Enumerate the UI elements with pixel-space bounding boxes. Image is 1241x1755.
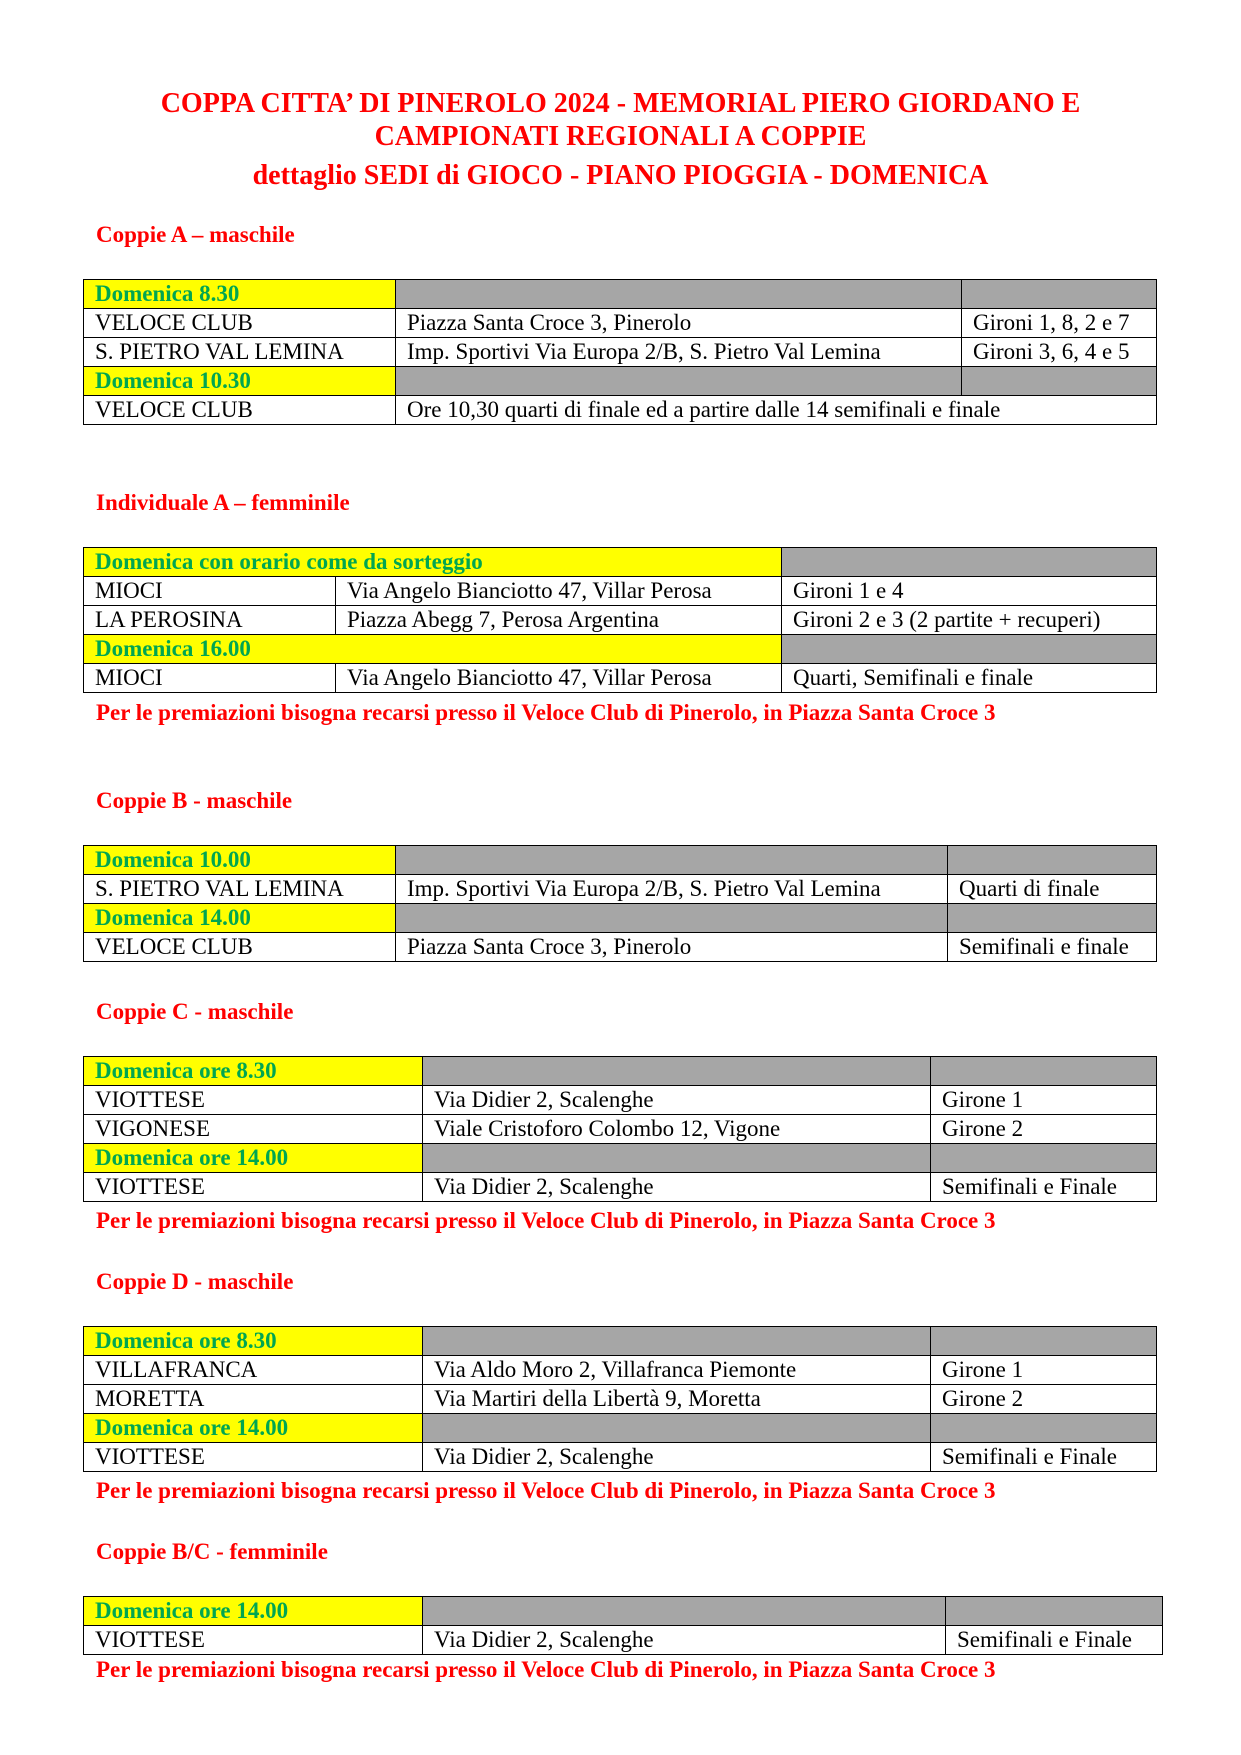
detail-cell: Gironi 3, 6, 4 e 5 bbox=[962, 338, 1157, 367]
time-cell: Domenica 14.00 bbox=[84, 904, 396, 933]
table-row bbox=[84, 577, 1157, 606]
detail-cell: Girone 2 bbox=[931, 1385, 1157, 1414]
time-row bbox=[84, 904, 1157, 933]
time-row bbox=[84, 1327, 1157, 1356]
section-title: Coppie B/C - femminile bbox=[96, 1539, 328, 1564]
club-cell: MORETTA bbox=[84, 1385, 423, 1414]
schedule-table bbox=[83, 845, 1157, 962]
doc-title-line-2: CAMPIONATI REGIONALI A COPPIE bbox=[374, 121, 867, 152]
gray-header-cell bbox=[782, 635, 1157, 664]
address-cell: Via Didier 2, Scalenghe bbox=[423, 1443, 931, 1472]
table-row bbox=[84, 606, 1157, 635]
table-row bbox=[84, 338, 1157, 367]
gray-header-cell bbox=[396, 846, 948, 875]
table-row bbox=[84, 1385, 1157, 1414]
gray-header-cell bbox=[948, 904, 1157, 933]
gray-header-cell bbox=[931, 1144, 1157, 1173]
club-cell: S. PIETRO VAL LEMINA bbox=[84, 875, 396, 904]
detail-cell: Semifinali e finale bbox=[948, 933, 1157, 962]
gray-header-cell bbox=[396, 280, 962, 309]
schedule-table bbox=[83, 547, 1157, 693]
club-cell: S. PIETRO VAL LEMINA bbox=[84, 338, 396, 367]
address-cell: Via Didier 2, Scalenghe bbox=[423, 1173, 931, 1202]
club-cell: MIOCI bbox=[84, 664, 336, 693]
time-row bbox=[84, 280, 1157, 309]
club-cell: VILLAFRANCA bbox=[84, 1356, 423, 1385]
club-cell: VIGONESE bbox=[84, 1115, 423, 1144]
time-row bbox=[84, 1057, 1157, 1086]
time-cell: Domenica ore 8.30 bbox=[84, 1057, 423, 1086]
detail-cell: Quarti di finale bbox=[948, 875, 1157, 904]
gray-header-cell bbox=[931, 1327, 1157, 1356]
address-cell: Piazza Santa Croce 3, Pinerolo bbox=[396, 933, 948, 962]
address-cell: Viale Cristoforo Colombo 12, Vigone bbox=[423, 1115, 931, 1144]
time-row bbox=[84, 635, 1157, 664]
time-row bbox=[84, 1414, 1157, 1443]
schedule-table bbox=[83, 1326, 1157, 1472]
address-cell: Via Didier 2, Scalenghe bbox=[423, 1626, 946, 1655]
doc-subtitle: dettaglio SEDI di GIOCO - PIANO PIOGGIA - DOMENICA bbox=[252, 160, 989, 191]
table-row bbox=[84, 1356, 1157, 1385]
gray-header-cell bbox=[423, 1597, 946, 1626]
address-cell: Ore 10,30 quarti di finale ed a partire dalle 14 semifinali e finale bbox=[396, 396, 1157, 425]
table-row bbox=[84, 933, 1157, 962]
table-row bbox=[84, 664, 1157, 693]
detail-cell: Gironi 1, 8, 2 e 7 bbox=[962, 309, 1157, 338]
section-title: Coppie B - maschile bbox=[96, 788, 293, 813]
table-row bbox=[84, 396, 1157, 425]
address-cell: Via Martiri della Libertà 9, Moretta bbox=[423, 1385, 931, 1414]
club-cell: VIOTTESE bbox=[84, 1626, 423, 1655]
doc-title-line-1: COPPA CITTA’ DI PINEROLO 2024 - MEMORIAL PIERO GIORDANO E bbox=[160, 88, 1081, 119]
section-title: Coppie A – maschile bbox=[96, 222, 295, 247]
detail-cell: Girone 1 bbox=[931, 1086, 1157, 1115]
gray-header-cell bbox=[931, 1414, 1157, 1443]
table-row bbox=[84, 1115, 1157, 1144]
address-cell: Piazza Abegg 7, Perosa Argentina bbox=[336, 606, 782, 635]
time-cell: Domenica ore 14.00 bbox=[84, 1414, 423, 1443]
time-row bbox=[84, 1597, 1163, 1626]
time-cell: Domenica ore 8.30 bbox=[84, 1327, 423, 1356]
club-cell: VIOTTESE bbox=[84, 1086, 423, 1115]
award-note: Per le premiazioni bisogna recarsi presso il Veloce Club di Pinerolo, in Piazza Santa Croce 3 bbox=[96, 1208, 996, 1233]
detail-cell: Semifinali e Finale bbox=[931, 1173, 1157, 1202]
gray-header-cell bbox=[423, 1057, 931, 1086]
time-row bbox=[84, 1144, 1157, 1173]
gray-header-cell bbox=[396, 904, 948, 933]
detail-cell: Girone 1 bbox=[931, 1356, 1157, 1385]
gray-header-cell bbox=[946, 1597, 1163, 1626]
detail-cell: Gironi 2 e 3 (2 partite + recuperi) bbox=[782, 606, 1157, 635]
schedule-table bbox=[83, 279, 1157, 425]
detail-cell: Quarti, Semifinali e finale bbox=[782, 664, 1157, 693]
address-cell: Imp. Sportivi Via Europa 2/B, S. Pietro Val Lemina bbox=[396, 338, 962, 367]
address-cell: Imp. Sportivi Via Europa 2/B, S. Pietro Val Lemina bbox=[396, 875, 948, 904]
club-cell: VELOCE CLUB bbox=[84, 309, 396, 338]
gray-header-cell bbox=[423, 1414, 931, 1443]
time-cell: Domenica 8.30 bbox=[84, 280, 396, 309]
club-cell: VIOTTESE bbox=[84, 1443, 423, 1472]
club-cell: VELOCE CLUB bbox=[84, 933, 396, 962]
schedule-table bbox=[83, 1056, 1157, 1202]
table-row bbox=[84, 1443, 1157, 1472]
award-note: Per le premiazioni bisogna recarsi presso il Veloce Club di Pinerolo, in Piazza Santa Croce 3 bbox=[96, 700, 996, 725]
time-row bbox=[84, 367, 1157, 396]
gray-header-cell bbox=[948, 846, 1157, 875]
gray-header-cell bbox=[962, 367, 1157, 396]
gray-header-cell bbox=[423, 1144, 931, 1173]
section-title: Individuale A – femminile bbox=[96, 490, 350, 515]
address-cell: Via Didier 2, Scalenghe bbox=[423, 1086, 931, 1115]
table-row bbox=[84, 1626, 1163, 1655]
award-note: Per le premiazioni bisogna recarsi presso il Veloce Club di Pinerolo, in Piazza Santa Croce 3 bbox=[96, 1478, 996, 1503]
club-cell: VELOCE CLUB bbox=[84, 396, 396, 425]
time-cell: Domenica con orario come da sorteggio bbox=[84, 548, 782, 577]
time-cell: Domenica 10.00 bbox=[84, 846, 396, 875]
schedule-table bbox=[83, 1596, 1163, 1655]
table-row bbox=[84, 875, 1157, 904]
address-cell: Piazza Santa Croce 3, Pinerolo bbox=[396, 309, 962, 338]
gray-header-cell bbox=[782, 548, 1157, 577]
award-note: Per le premiazioni bisogna recarsi presso il Veloce Club di Pinerolo, in Piazza Santa Croce 3 bbox=[96, 1657, 996, 1682]
table-row bbox=[84, 309, 1157, 338]
detail-cell: Gironi 1 e 4 bbox=[782, 577, 1157, 606]
address-cell: Via Angelo Bianciotto 47, Villar Perosa bbox=[336, 664, 782, 693]
table-row bbox=[84, 1173, 1157, 1202]
time-row bbox=[84, 846, 1157, 875]
time-cell: Domenica ore 14.00 bbox=[84, 1597, 423, 1626]
gray-header-cell bbox=[423, 1327, 931, 1356]
club-cell: LA PEROSINA bbox=[84, 606, 336, 635]
section-title: Coppie C - maschile bbox=[96, 999, 294, 1024]
time-cell: Domenica 16.00 bbox=[84, 635, 782, 664]
gray-header-cell bbox=[396, 367, 962, 396]
address-cell: Via Angelo Bianciotto 47, Villar Perosa bbox=[336, 577, 782, 606]
gray-header-cell bbox=[962, 280, 1157, 309]
detail-cell: Girone 2 bbox=[931, 1115, 1157, 1144]
club-cell: MIOCI bbox=[84, 577, 336, 606]
address-cell: Via Aldo Moro 2, Villafranca Piemonte bbox=[423, 1356, 931, 1385]
detail-cell: Semifinali e Finale bbox=[946, 1626, 1163, 1655]
club-cell: VIOTTESE bbox=[84, 1173, 423, 1202]
gray-header-cell bbox=[931, 1057, 1157, 1086]
time-cell: Domenica ore 14.00 bbox=[84, 1144, 423, 1173]
table-row bbox=[84, 1086, 1157, 1115]
section-title: Coppie D - maschile bbox=[96, 1269, 294, 1294]
time-cell: Domenica 10.30 bbox=[84, 367, 396, 396]
time-row bbox=[84, 548, 1157, 577]
detail-cell: Semifinali e Finale bbox=[931, 1443, 1157, 1472]
